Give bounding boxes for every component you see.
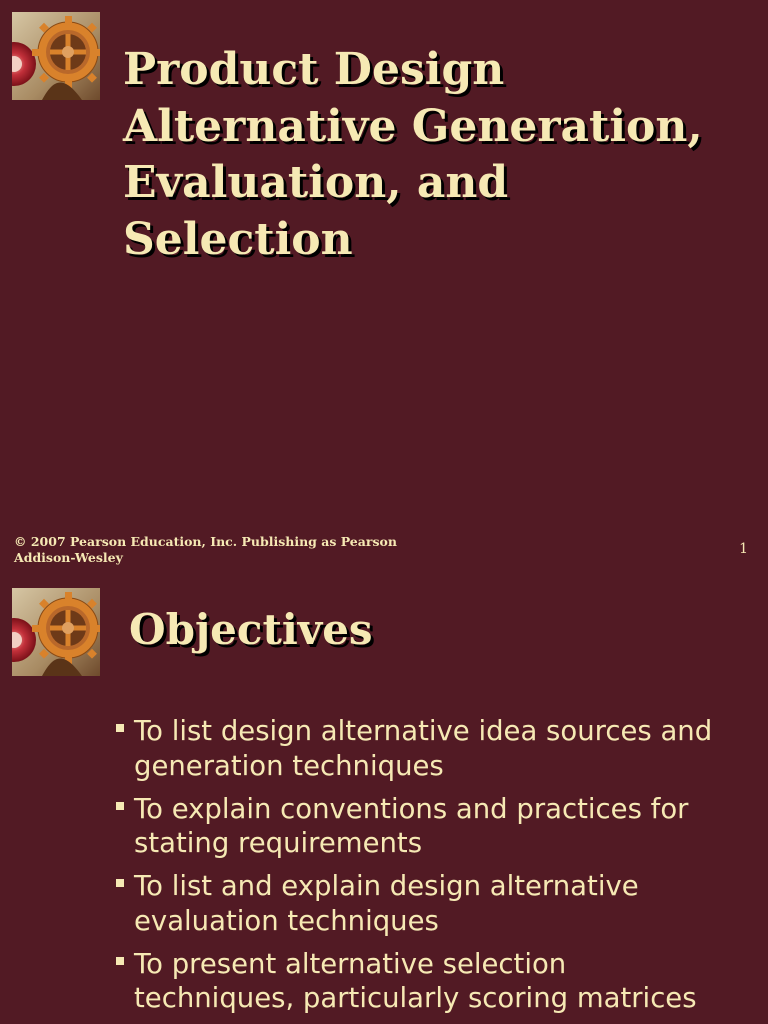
gear-clockwork-icon [12, 12, 100, 100]
slide-number: 1 [739, 541, 748, 557]
list-item [114, 792, 734, 861]
square-bullet-icon [116, 879, 124, 887]
objectives-slide [0, 576, 768, 1024]
slide-title: Product Design Alternative Generation, Evaluation, and Selection [123, 44, 703, 265]
square-bullet-icon [116, 802, 124, 810]
list-item [114, 947, 734, 1016]
gear-clockwork-icon [12, 588, 100, 676]
square-bullet-icon [116, 724, 124, 732]
square-bullet-icon [116, 957, 124, 965]
bullet-text: To list design alternative idea sources and generation techniques [134, 715, 713, 782]
list-item [114, 869, 734, 938]
copyright-footer: © 2007 Pearson Education, Inc. Publishing as Pearson Addison-Wesley [14, 534, 397, 565]
bullet-text: To explain conventions and practices for stating requirements [134, 792, 689, 859]
slide-title: Objectives [129, 605, 373, 654]
bullet-text: To present alternative selection techniques, particularly scoring matrices [134, 947, 697, 1014]
bullet-text: To list and explain design alternative evaluation techniques [134, 870, 639, 937]
objectives-list [114, 714, 734, 1024]
list-item [114, 714, 734, 783]
